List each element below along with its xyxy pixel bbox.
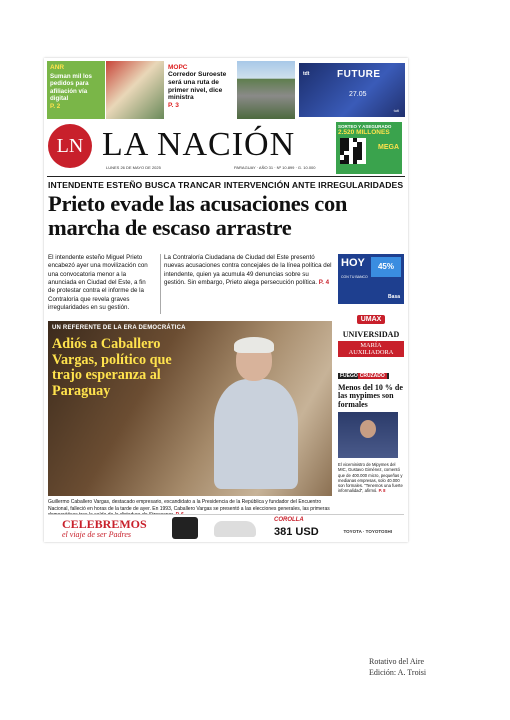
main-story-column-b-text: La Contraloría Ciudadana de Ciudad del Este presentó nuevas acusaciones contra concejales de la línea política del intendente, quien ya acumula 49 denuncias sobre su gestión. Sin embargo, Prieto alega persecución política. [164, 254, 332, 287]
bank-ad-percent: 45% [371, 257, 401, 277]
umax-ad[interactable] [338, 308, 404, 354]
bank-ad[interactable] [338, 254, 404, 304]
toyota-ad-line1: CELEBREMOS [62, 517, 147, 531]
main-story-kicker: INTENDENTE ESTEÑO BUSCA TRANCAR INTERVENCIÓN ANTE IRREGULARIDADES [48, 180, 404, 190]
toyota-ad[interactable] [48, 514, 404, 540]
fuego-tag-b: CRUZADO [359, 373, 385, 379]
umax-subtitle: MARÍA AUXILIADORA [338, 341, 404, 357]
umax-logo: UMAX [357, 315, 386, 324]
divider [47, 176, 405, 177]
masthead-date: LUNES 26 DE MAYO DE 2025 [106, 165, 161, 170]
column-divider [160, 254, 161, 314]
qr-code-icon [340, 138, 366, 164]
fuego-photo [338, 412, 398, 458]
bank-ad-brand: Basa [388, 294, 400, 300]
toyota-ad-price: 381 USD [274, 526, 319, 538]
toyota-ad-brands: TOYOTA · TOYOTOSHI [343, 529, 392, 534]
promo-mopc[interactable] [165, 61, 237, 119]
future-ad[interactable] [299, 63, 405, 117]
future-ad-brand: tdt [303, 71, 310, 77]
bank-ad-title: HOY [341, 257, 365, 269]
promo-mopc-text: Corredor Suroeste será una ruta de primer nivel, dice ministra [168, 71, 227, 102]
promo-anr-text: Suman mil los pedidos para afiliación vía digital [50, 72, 92, 103]
promo-anr[interactable] [47, 61, 105, 119]
main-story-headline[interactable]: Prieto evade las acusaciones con marcha de escaso arrastre [48, 191, 348, 240]
credit-line-2: Edición: A. Troisi [369, 667, 427, 677]
lottery-ad[interactable] [336, 122, 402, 174]
toyota-ad-model: COROLLA [274, 517, 304, 523]
promo-anr-photo [106, 61, 164, 119]
promo-road-photo [237, 61, 295, 119]
promo-anr-tag: ANR [50, 64, 65, 71]
car-image [214, 521, 256, 537]
ln-logo: LN [48, 124, 92, 168]
lottery-brand: MEGA [378, 144, 399, 151]
feature-photo[interactable] [48, 321, 332, 496]
promo-mopc-tag: MOPC [168, 64, 188, 71]
main-story-column-a: El intendente esteño Miguel Prieto encabezó ayer una movilización con una convocatoria menor a la anunciada en Ciudad del Este, a fin de protestar contra el informe de la Contraloría que revela graves irregularidades en su gestión. [48, 254, 148, 312]
main-story-column-b [164, 254, 332, 287]
toyota-ad-line2: el viaje de ser Padres [62, 530, 132, 539]
masthead-info: PARAGUAY · AÑO 31 · Nº 10.899 · G. 10.000 [234, 165, 316, 170]
credit-line-1: Rotativo del Aire [369, 657, 425, 666]
future-ad-title: FUTURE [337, 69, 381, 80]
umax-university: UNIVERSIDAD [342, 330, 400, 339]
fuego-page: P. 8 [378, 488, 386, 494]
bank-ad-sub: CON TU BANCO [341, 275, 368, 279]
future-ad-date: 27.05 [349, 91, 367, 98]
fuego-cruzado-box[interactable] [338, 364, 404, 494]
lottery-amount: 2.520 MILLONES [338, 129, 390, 136]
credit [369, 657, 426, 679]
feature-title: Adiós a Caballero Vargas, político que trajo esperanza al Paraguay [52, 336, 172, 399]
fuego-tag [338, 373, 389, 379]
promo-strip [47, 61, 405, 119]
promo-anr-page: P. 2 [50, 102, 61, 110]
masthead-title: LA NACIÓN [102, 126, 296, 163]
main-story-page: P. 4 [318, 279, 330, 287]
fuego-caption [338, 462, 404, 494]
fuego-caption-text: El viceministro de Mipymes del MIC, Gustavo Giménez, comentó que de 400.000 micro, pequeñas y medianas empresas, solo 40.000 son formales. "Tenemos una fuerte informalidad", afirmó. [338, 462, 403, 494]
feature-kicker: UN REFERENTE DE LA ERA DEMOCRÁTICA [52, 325, 186, 331]
lottery-top: SORTEO Y ASEGURADO [338, 124, 392, 129]
portrait-figure [208, 339, 298, 489]
future-ad-sponsor: tuti [393, 108, 399, 113]
feature-caption-text: Guillermo Caballero Vargas, destacado empresario, excandidato a la Presidencia de la República y fundador del Encuentro Nacional, falleció en horas de la tarde de ayer. En 1993, Caballero Vargas se presentó a las elecciones generales, las primeras [48, 499, 330, 512]
fuego-tag-a: FUEGO [340, 373, 358, 379]
newspaper-front-page [44, 58, 408, 542]
promo-mopc-page: P. 3 [168, 101, 179, 109]
car-dashboard-image [172, 517, 198, 539]
fuego-title: Menos del 10 % de las mypimes son formales [338, 383, 403, 409]
